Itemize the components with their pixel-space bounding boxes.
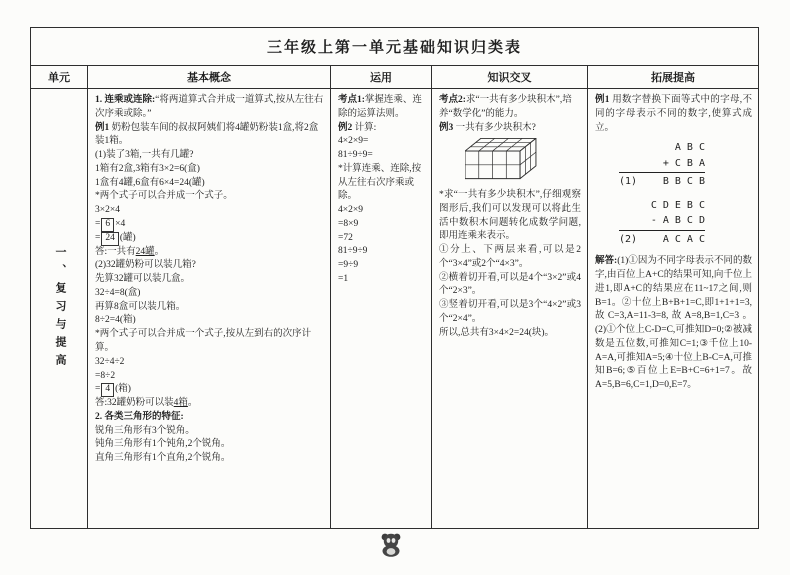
unit-label: 一、复习与提高 xyxy=(53,245,66,372)
test-point-2-label: 考点2: xyxy=(439,95,466,105)
blocks-cube-drawing xyxy=(465,138,537,180)
question2: (2)32罐奶粉可以装几箱? xyxy=(95,260,196,271)
problem-2: 81÷9÷9= xyxy=(338,150,373,161)
test-point-2 xyxy=(439,94,581,122)
triangle-title-text: 2. 各类三角形的特征: xyxy=(95,411,184,422)
answer-underlined: 4箱 xyxy=(173,398,188,409)
triangle-rule-title xyxy=(95,411,324,425)
example1-text: 奶粉包装车间的叔叔阿姨们将4罐奶粉装1盒,将2盒装1箱。 xyxy=(95,122,319,147)
test-point-1 xyxy=(338,94,425,122)
difference-row xyxy=(619,231,705,248)
work-line: =8×9 xyxy=(338,218,359,229)
blocks-figure xyxy=(465,138,581,186)
addend-row-with-plus: + C B A xyxy=(619,156,705,174)
boxed-number-4: 4 xyxy=(101,383,114,397)
q2-calc-line3 xyxy=(95,383,324,397)
q2-calc-line1: 32÷4÷2 xyxy=(95,356,125,367)
extension-intro xyxy=(595,94,752,135)
work-line: 81÷9÷9 xyxy=(338,246,368,257)
sum-row xyxy=(619,173,705,190)
work-line: 4×2×9 xyxy=(338,205,363,216)
sum-letters: B B C B xyxy=(662,176,705,188)
q1-step2: 1盒有4罐,6盒有6×4=24(罐) xyxy=(95,177,205,188)
q2-step4: 8÷2=4(箱) xyxy=(95,315,136,326)
q1-step1: 1箱有2盒,3箱有3×2=6(盒) xyxy=(95,163,200,174)
q2-calc-line2: =8÷2 xyxy=(95,370,116,381)
q1-calc-line2 xyxy=(95,218,324,232)
example2-label: 例2 xyxy=(338,122,355,133)
rule-quote: “将两道算式合并成一道算式,按从左往右次序乘或除。” xyxy=(95,95,324,119)
question1: (1)装了3箱,一共有几罐? xyxy=(95,150,194,161)
q2-step3: 再算8盒可以装几箱。 xyxy=(95,301,186,312)
equals-sign: = xyxy=(95,384,101,395)
application-cell xyxy=(331,89,432,528)
q1-calc-line1: 3×2×4 xyxy=(95,205,120,216)
rule-title: 1. 连乘或连除: xyxy=(95,95,156,105)
mascot-logo xyxy=(377,531,405,557)
example3-intro xyxy=(439,122,581,136)
triangle-obtuse: 钝角三角形有1个钝角,2个锐角。 xyxy=(95,439,231,450)
unit-cell xyxy=(31,89,88,528)
cross-note: *求“一共有多少块积木”,仔细观察图形后,我们可以发现可以将此生活中数积木问题转化成数学问题,即用连乘来表示。 xyxy=(439,190,581,242)
extension-example-text: 用数字替换下面等式中的字母,不同的字母表示不同的数字,使算式成立。 xyxy=(595,95,752,133)
triangle-right: 直角三角形有1个直角,2个锐角。 xyxy=(95,453,231,464)
q2-step2: 32÷4=8(盒) xyxy=(95,287,141,298)
test-point-2-text: 求“一共有多少块积木”,培养“数学化”的能力。 xyxy=(439,95,572,119)
vertical-addition-puzzle xyxy=(619,140,705,190)
example1-label: 例1 xyxy=(95,122,112,133)
triangle-acute: 锐角三角形有3个锐角。 xyxy=(95,425,195,436)
example2-text: 计算: xyxy=(354,122,377,133)
example1-intro xyxy=(95,122,324,150)
column-header-cross: 知识交叉 xyxy=(432,66,588,89)
equals-sign: = xyxy=(95,218,101,229)
solution-text: (1)①因为不同字母表示不同的数字,由百位上A+C的结果可知,向千位上进1,即A+C的结果应在11~17之间,则B=1。②十位上B+B+1=C,即1+1+1=3,故C=3,A=11-3=8,故A=8,B=1,C=3。(2)①个位上C-D=C,可推知D=0;②被减数是五位数,可推知C=1;③千位上10-A=A,可推知A=5;④十位上B-C=A,可推知B=6;⑤百位上E=B+C=6+1=7。故A=5,B=6,C=1,D=0,E=7。 xyxy=(595,256,752,391)
column-header-application: 运用 xyxy=(331,66,432,89)
application-note: *计算连乘、连除,按从左往右次序乘或除。 xyxy=(338,163,422,202)
answer-underlined: 24罐 xyxy=(135,246,155,257)
boxed-number-6: 6 xyxy=(101,218,114,232)
title-row xyxy=(31,28,758,66)
column-header-concepts: 基本概念 xyxy=(88,66,331,89)
subtrahend-row-with-minus: - A B C D xyxy=(619,213,705,231)
boxed-number-24: 24 xyxy=(101,232,119,246)
calc-rest: (箱) xyxy=(115,384,131,395)
test-point-1-text: 掌握连乘、连除的运算法则。 xyxy=(338,95,422,119)
cross-conclusion: 所以,总共有3×4×2=24(块)。 xyxy=(439,327,555,338)
knowledge-table xyxy=(31,66,758,528)
test-point-1-label: 考点1: xyxy=(338,95,365,105)
work-line: =72 xyxy=(338,232,353,243)
column-header-unit: 单元 xyxy=(31,66,88,89)
q2-answer xyxy=(95,397,324,411)
calc-rest: ×4 xyxy=(115,218,126,229)
column-header-extension: 拓展提高 xyxy=(588,66,758,89)
answer-prefix: 答:一共有 xyxy=(95,246,136,257)
minuend-row: C D E B C xyxy=(650,199,705,211)
rule-line xyxy=(95,94,324,122)
cross-item-1: ①分上、下两层来看,可以是2个“3×4”或2个“4×3”。 xyxy=(439,245,581,269)
q2-step1: 先算32罐可以装几盒。 xyxy=(95,274,191,285)
answer-suffix: 。 xyxy=(187,398,198,409)
puzzle-2-label: (2) xyxy=(619,233,638,245)
addend-row: A B C xyxy=(674,142,705,154)
puzzle-1-label: (1) xyxy=(619,176,638,188)
concepts-cell xyxy=(88,89,331,528)
example2-intro xyxy=(338,122,425,136)
q1-calc-line3 xyxy=(95,232,324,246)
extension-example-label: 例1 xyxy=(595,95,613,105)
example3-text: 一共有多少块积木? xyxy=(455,122,536,133)
vertical-subtraction-puzzle xyxy=(619,198,705,248)
equals-sign: = xyxy=(95,232,101,243)
cross-item-3: ③竖着切开看,可以是3个“4×2”或3个“2×4”。 xyxy=(439,300,581,324)
example3-label: 例3 xyxy=(439,122,456,133)
work-line: =1 xyxy=(338,273,349,284)
problem-1: 4×2×9= xyxy=(338,136,369,147)
q1-note: *两个式子可以合并成一个式子。 xyxy=(95,191,233,202)
work-line: =9÷9 xyxy=(338,260,359,271)
q1-answer xyxy=(95,246,324,260)
q2-note: *两个式子可以合并成一个式子,按从左到右的次序计算。 xyxy=(95,329,312,353)
worksheet-table xyxy=(30,27,759,529)
extension-cell xyxy=(588,89,758,528)
difference-letters: A C A C xyxy=(662,233,705,245)
calc-rest: (罐) xyxy=(119,232,136,243)
cross-cell xyxy=(432,89,588,528)
page-title: 三年级上第一单元基础知识归类表 xyxy=(266,40,522,56)
extension-solution xyxy=(595,255,752,393)
answer-prefix: 答:32罐奶粉可以装 xyxy=(95,398,174,409)
cross-item-2: ②横着切开看,可以是4个“3×2”或4个“2×3”。 xyxy=(439,272,581,297)
answer-suffix: 。 xyxy=(154,246,165,257)
solution-label: 解答: xyxy=(595,256,618,267)
